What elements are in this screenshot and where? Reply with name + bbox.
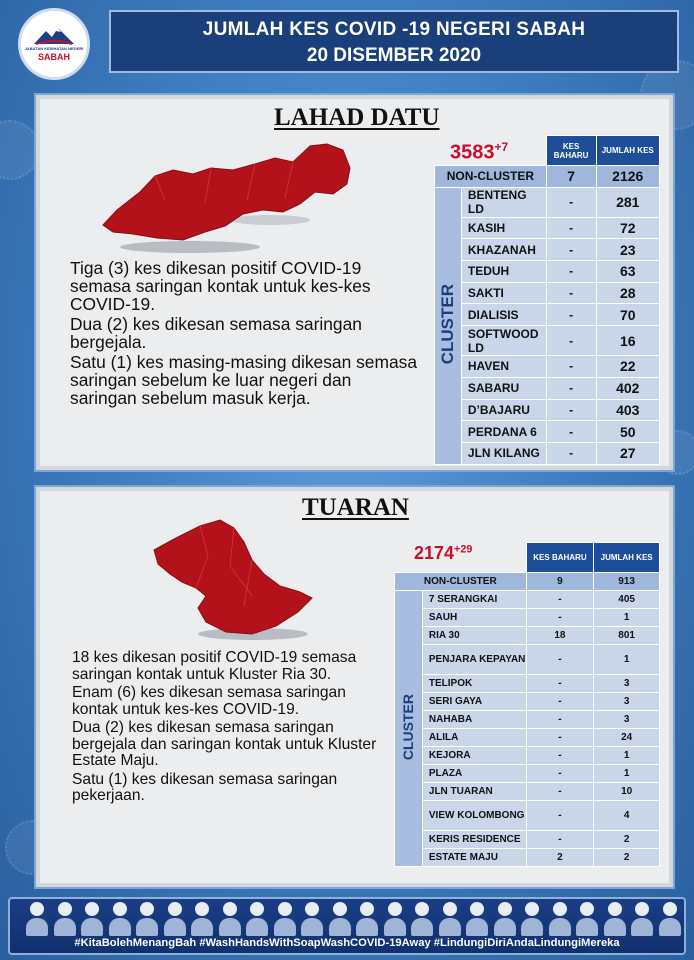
total-cases: 2174	[414, 543, 455, 563]
cluster-name: KERIS RESIDENCE	[422, 831, 526, 849]
cluster-name: SAKTI	[461, 282, 546, 304]
cluster-name: KASIH	[461, 217, 546, 239]
cluster-new-cases: -	[546, 421, 596, 443]
cluster-total-cases: 27	[596, 442, 660, 464]
cluster-total-cases: 1	[594, 645, 660, 675]
health-worker-icon	[164, 902, 186, 936]
cluster-total-cases: 403	[596, 399, 660, 421]
cluster-row	[435, 399, 660, 421]
cluster-name: ALILA	[422, 729, 526, 747]
description-paragraph: Tiga (3) kes dikesan positif COVID-19 semasa saringan kontak untuk kes-kes COVID-19.	[70, 258, 371, 314]
jkn-sabah-logo	[18, 8, 90, 80]
tuaran-map	[148, 516, 318, 646]
health-worker-icon	[576, 902, 598, 936]
cluster-row	[435, 377, 660, 399]
cluster-total-cases: 281	[596, 187, 660, 217]
lahad-datu-map	[95, 140, 357, 255]
cluster-name: SOFTWOOD LD	[461, 326, 546, 356]
cluster-total-cases: 3	[594, 693, 660, 711]
cluster-total-cases: 63	[596, 261, 660, 283]
cluster-name: SERI GAYA	[422, 693, 526, 711]
cluster-label-text: CLUSTER	[437, 283, 457, 365]
new-cases: +29	[454, 543, 473, 556]
cluster-name: JLN KILANG	[461, 442, 546, 464]
cluster-new-cases: -	[526, 645, 594, 675]
cluster-new-cases: 18	[526, 627, 594, 645]
cluster-new-cases: -	[546, 356, 596, 378]
cluster-row	[435, 356, 660, 378]
health-worker-icon	[494, 902, 516, 936]
health-worker-icon	[439, 902, 461, 936]
description-paragraph: 18 kes dikesan positif COVID-19 semasa saringan kontak untuk Kluster Ria 30.	[72, 649, 357, 683]
cluster-row	[435, 239, 660, 261]
health-worker-icon	[301, 902, 323, 936]
cluster-name: PERDANA 6	[461, 421, 546, 443]
cluster-name: KEJORA	[422, 747, 526, 765]
tuaran-table	[394, 542, 660, 867]
non-cluster-row	[435, 166, 660, 188]
virus-decoration	[0, 120, 40, 180]
cluster-row	[435, 304, 660, 326]
cluster-name: TELIPOK	[422, 675, 526, 693]
health-worker-icon	[356, 902, 378, 936]
cluster-new-cases: -	[546, 326, 596, 356]
health-worker-icon	[411, 902, 433, 936]
health-worker-icon	[659, 902, 681, 936]
cluster-new-cases: -	[526, 783, 594, 801]
health-worker-icon	[246, 902, 268, 936]
cluster-name: VIEW KOLOMBONG	[422, 801, 526, 831]
health-worker-icon	[109, 902, 131, 936]
cluster-total-cases: 3	[594, 711, 660, 729]
health-worker-icon	[631, 902, 653, 936]
cluster-new-cases: -	[526, 747, 594, 765]
health-worker-icon	[54, 902, 76, 936]
cluster-name: RIA 30	[422, 627, 526, 645]
description-paragraph: Dua (2) kes dikesan semasa saringan bergejala dan saringan kontak untuk Kluster Estate Maju.	[72, 719, 377, 769]
cluster-total-cases: 24	[594, 729, 660, 747]
cluster-total-cases: 801	[594, 627, 660, 645]
cluster-name: PENJARA KEPAYAN	[422, 645, 526, 675]
cluster-total-cases: 2	[594, 849, 660, 867]
cluster-new-cases: -	[546, 304, 596, 326]
cluster-name: JLN TUARAN	[422, 783, 526, 801]
health-worker-icon	[81, 902, 103, 936]
cluster-row	[435, 282, 660, 304]
cluster-name: NAHABA	[422, 711, 526, 729]
col-total-cases: JUMLAH KES	[594, 543, 660, 573]
cluster-row	[435, 217, 660, 239]
cluster-total-cases: 23	[596, 239, 660, 261]
cluster-new-cases: -	[546, 442, 596, 464]
tuaran-description	[72, 650, 392, 807]
cluster-row	[435, 187, 660, 217]
cluster-total-cases: 1	[594, 609, 660, 627]
cluster-label-text: CLUSTER	[400, 693, 417, 761]
cluster-row	[395, 831, 660, 849]
cluster-new-cases: -	[546, 377, 596, 399]
cluster-row	[435, 421, 660, 443]
cluster-new-cases: -	[546, 217, 596, 239]
cluster-new-cases: -	[526, 765, 594, 783]
lahad-datu-table	[434, 135, 660, 465]
cluster-total-cases: 10	[594, 783, 660, 801]
cluster-row	[395, 609, 660, 627]
cluster-total-cases: 16	[596, 326, 660, 356]
cluster-name: D’BAJARU	[461, 399, 546, 421]
cluster-total-cases: 70	[596, 304, 660, 326]
cluster-row	[435, 442, 660, 464]
footer-hashtags: #KitaBolehMenangBah #WashHandsWithSoapWashCOVID-19Away #LindungiDiriAndaLindungiMereka	[74, 937, 620, 949]
non-cluster-total: 2126	[596, 166, 660, 188]
non-cluster-new: 7	[546, 166, 596, 188]
total-cases: 3583	[450, 141, 495, 164]
title-banner	[109, 10, 679, 73]
description-paragraph: Enam (6) kes dikesan semasa saringan kontak untuk kes-kes COVID-19.	[72, 684, 346, 718]
health-worker-icon	[521, 902, 543, 936]
non-cluster-row	[395, 573, 660, 591]
cluster-name: SAUH	[422, 609, 526, 627]
logo-text: SABAH	[37, 52, 70, 62]
cluster-new-cases: -	[546, 239, 596, 261]
cluster-name: PLAZA	[422, 765, 526, 783]
cluster-new-cases: -	[546, 399, 596, 421]
cluster-row	[395, 729, 660, 747]
page-date: 20 DISEMBER 2020	[306, 45, 482, 66]
cluster-new-cases: -	[526, 801, 594, 831]
cluster-row	[395, 849, 660, 867]
health-worker-icon	[604, 902, 626, 936]
lahad-datu-description	[70, 259, 420, 409]
page-title: JUMLAH KES COVID -19 NEGERI SABAH	[202, 19, 586, 40]
cluster-row	[395, 801, 660, 831]
cluster-new-cases: -	[526, 729, 594, 747]
col-total-cases: JUMLAH KES	[596, 136, 660, 166]
cluster-row	[395, 765, 660, 783]
cluster-new-cases: -	[526, 609, 594, 627]
cluster-new-cases: -	[526, 711, 594, 729]
non-cluster-new: 9	[526, 573, 594, 591]
cluster-new-cases: -	[526, 591, 594, 609]
cluster-name: TEDUH	[461, 261, 546, 283]
cluster-name: BENTENG LD	[461, 187, 546, 217]
cluster-name: SABARU	[461, 377, 546, 399]
tuaran-title: TUARAN	[302, 494, 409, 521]
cluster-total-cases: 4	[594, 801, 660, 831]
new-cases: +7	[494, 140, 509, 154]
cluster-row	[435, 326, 660, 356]
cluster-row	[435, 261, 660, 283]
cluster-new-cases: 2	[526, 849, 594, 867]
health-worker-icon	[26, 902, 48, 936]
cluster-total-cases: 2	[594, 831, 660, 849]
cluster-label	[435, 187, 462, 464]
health-worker-icon	[136, 902, 158, 936]
cluster-row	[395, 675, 660, 693]
cluster-row	[395, 645, 660, 675]
mountain-logo-icon	[32, 26, 76, 46]
cluster-new-cases: -	[546, 187, 596, 217]
cluster-total-cases: 402	[596, 377, 660, 399]
cluster-new-cases: -	[546, 282, 596, 304]
non-cluster-label: NON-CLUSTER	[435, 166, 547, 188]
cluster-total-cases: 28	[596, 282, 660, 304]
non-cluster-label: NON-CLUSTER	[395, 573, 527, 591]
cluster-total-cases: 3	[594, 675, 660, 693]
cluster-row	[395, 711, 660, 729]
cluster-total-cases: 72	[596, 217, 660, 239]
health-worker-icon	[191, 902, 213, 936]
col-new-cases: KES BAHARU	[526, 543, 594, 573]
cluster-new-cases: -	[526, 831, 594, 849]
health-worker-icon	[384, 902, 406, 936]
cluster-row	[395, 627, 660, 645]
description-paragraph: Dua (2) kes dikesan semasa saringan bergejala.	[70, 314, 362, 352]
logo-subtext: JABATAN KESIHATAN NEGERI	[24, 46, 84, 51]
cluster-label	[395, 591, 423, 867]
cluster-row	[395, 747, 660, 765]
cluster-row	[395, 591, 660, 609]
cluster-name: HAVEN	[461, 356, 546, 378]
cluster-name: ESTATE MAJU	[422, 849, 526, 867]
cluster-new-cases: -	[526, 675, 594, 693]
cluster-row	[395, 693, 660, 711]
description-paragraph: Satu (1) kes masing-masing dikesan semasa saringan sebelum ke luar negeri dan saringan sebelum masuk kerja.	[70, 352, 417, 408]
cluster-new-cases: -	[546, 261, 596, 283]
cluster-total-cases: 1	[594, 747, 660, 765]
cluster-new-cases: -	[526, 693, 594, 711]
non-cluster-total: 913	[594, 573, 660, 591]
cluster-total-cases: 1	[594, 765, 660, 783]
cluster-row	[395, 783, 660, 801]
description-paragraph: Satu (1) kes dikesan semasa saringan pekerjaan.	[72, 770, 338, 804]
cluster-name: 7 SERANGKAI	[422, 591, 526, 609]
cluster-name: KHAZANAH	[461, 239, 546, 261]
lahad-datu-title: LAHAD DATU	[274, 104, 440, 131]
health-worker-icon	[329, 902, 351, 936]
cluster-total-cases: 22	[596, 356, 660, 378]
health-worker-icon	[274, 902, 296, 936]
cluster-total-cases: 405	[594, 591, 660, 609]
cluster-name: DIALISIS	[461, 304, 546, 326]
health-worker-icon	[466, 902, 488, 936]
health-worker-icon	[219, 902, 241, 936]
col-new-cases: KES BAHARU	[546, 136, 596, 166]
health-worker-icon	[549, 902, 571, 936]
cluster-total-cases: 50	[596, 421, 660, 443]
